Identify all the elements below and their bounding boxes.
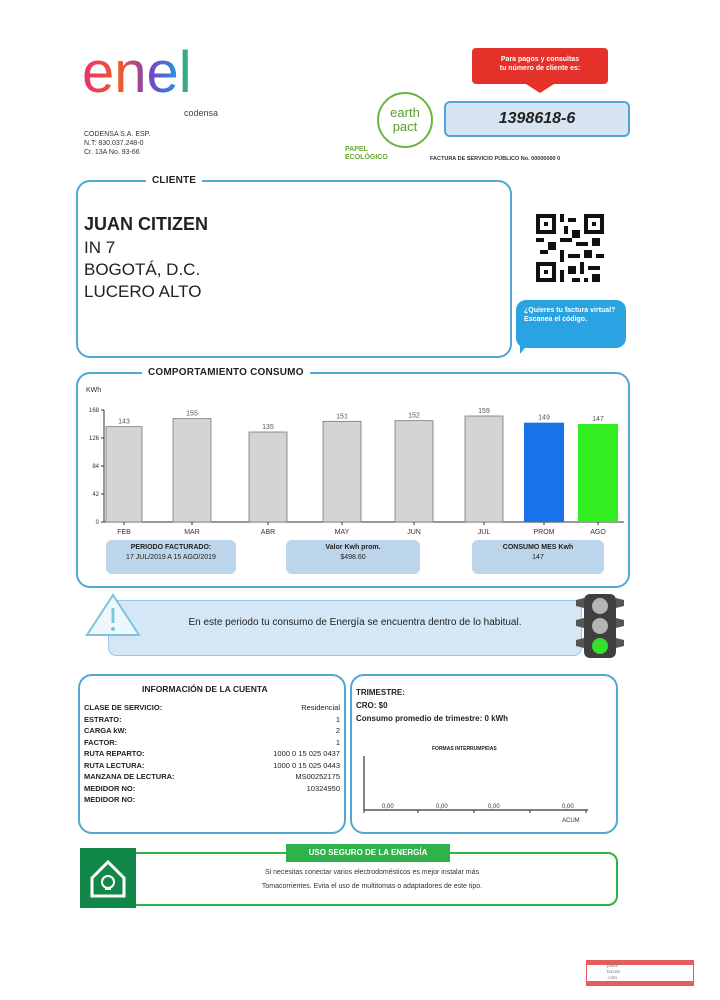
account-label-5: RUTA LECTURA: xyxy=(84,760,145,770)
safety-text: Si necesitas conectar varios electrodomésticos es mejor instalar más Tomacorrientes. Evita el uso de multitomas o adaptadores de este tipo. xyxy=(261,869,483,890)
earth-pact-logo: earth pact xyxy=(377,92,433,148)
mini-value-4: 0,00 xyxy=(562,804,574,810)
month-consumption-pill xyxy=(472,540,604,574)
bar-value-feb: 143 xyxy=(118,418,130,426)
kwh-price-value: $498.60 xyxy=(340,554,366,561)
qr-hint-text: ¿Quieres tu factura virtual? Escanea el código. xyxy=(524,307,616,323)
mini-axis-label: ACUM xyxy=(562,818,580,824)
quarter-title: TRIMESTRE: xyxy=(356,688,405,697)
warning-icon xyxy=(84,592,142,638)
x-tick-label-prom: PROM xyxy=(533,529,555,536)
bar-jun xyxy=(395,421,433,522)
watermark-text: paulo travels .com xyxy=(607,964,621,981)
x-tick-label-ago: AGO xyxy=(590,529,606,536)
y-tick-label-1: 42 xyxy=(92,492,99,498)
pay-banner-arrow xyxy=(526,84,554,93)
account-value-3: 1 xyxy=(335,737,340,747)
x-tick-label-jul: JUL xyxy=(477,529,491,536)
bar-value-jul: 159 xyxy=(478,408,490,415)
notice-text: En este periodo tu consumo de Energía se encuentra dentro de lo habitual. xyxy=(188,617,522,628)
bar-value-mar: 155 xyxy=(186,410,198,418)
client-number: 1398618-6 xyxy=(498,110,576,127)
bar-value-prom: 149 xyxy=(538,414,550,422)
qr-hint-bubble[interactable] xyxy=(516,300,626,348)
account-label-7: MEDIDOR NO: xyxy=(84,783,136,793)
bar-ago xyxy=(578,424,618,522)
account-value-5: 1000 0 15 025 0443 xyxy=(273,760,340,770)
brand-text: enel xyxy=(82,40,192,100)
client-line2: IN 7 xyxy=(84,238,116,257)
account-label-8: MEDIDOR NO: xyxy=(84,795,136,804)
company-line-2: N.T: 830.037.248-0 xyxy=(84,140,144,147)
kwh-price-pill xyxy=(286,540,420,574)
account-label-0: CLASE DE SERVICIO: xyxy=(84,703,163,712)
kwh-price-label: Valor Kwh prom. xyxy=(325,544,381,551)
client-name: JUAN CITIZEN xyxy=(84,214,209,234)
mini-value-2: 0,00 xyxy=(436,804,448,810)
month-consumption-value: 147 xyxy=(532,554,544,561)
watermark-logo xyxy=(586,960,694,986)
safety-badge: USO SEGURO DE LA ENERGÍA xyxy=(286,844,450,862)
y-tick-label-2: 84 xyxy=(92,464,99,470)
account-section-title: INFORMACIÓN DE LA CUENTA xyxy=(142,684,268,694)
account-label-4: RUTA REPARTO: xyxy=(84,749,145,758)
bar-abr xyxy=(249,432,287,522)
quarter-cro: CRO: $0 xyxy=(356,701,388,710)
mini-value-1: 0,00 xyxy=(382,804,394,810)
account-value-0: Residencial xyxy=(301,703,340,712)
enel-logo xyxy=(82,40,242,100)
x-tick-label-mar: MAR xyxy=(184,529,200,536)
quarter-avg: Consumo promedio de trimestre: 0 kWh xyxy=(356,714,509,723)
account-label-1: ESTRATO: xyxy=(84,714,122,724)
company-info xyxy=(84,130,150,157)
account-label-3: FACTOR: xyxy=(84,737,118,747)
company-line-1: CODENSA S.A. ESP. xyxy=(84,131,151,138)
account-value-7: 10324950 xyxy=(306,783,340,793)
x-tick-label-jun: JUN xyxy=(407,529,421,536)
client-section-title: CLIENTE xyxy=(146,175,202,186)
bar-prom xyxy=(524,423,564,522)
mini-chart xyxy=(356,752,596,824)
bar-value-jun: 152 xyxy=(408,412,420,420)
bar-mar xyxy=(173,419,211,522)
company-line-3: Cr. 13A No. 93-66 xyxy=(84,149,140,156)
x-tick-label-may: MAY xyxy=(334,529,350,536)
period-label: PERIODO FACTURADO: xyxy=(130,544,212,551)
client-neighborhood: LUCERO ALTO xyxy=(84,282,202,301)
y-tick-label-0: 0 xyxy=(95,520,99,526)
client-city: BOGOTÁ, D.C. xyxy=(84,260,201,279)
bar-feb xyxy=(106,427,142,522)
bar-value-ago: 147 xyxy=(592,416,604,423)
bar-value-abr: 135 xyxy=(262,424,274,431)
chart-ylabel: KWh xyxy=(86,387,102,394)
safety-icon xyxy=(80,848,136,908)
x-tick-label-abr: ABR xyxy=(260,529,276,536)
account-value-6: MS00252175 xyxy=(295,772,340,781)
month-consumption-label: CONSUMO MES Kwh xyxy=(502,544,574,551)
bar-may xyxy=(323,421,361,522)
account-value-2: 2 xyxy=(335,726,340,735)
period-pill xyxy=(106,540,236,574)
x-tick-label-feb: FEB xyxy=(117,529,131,536)
bar-value-may: 151 xyxy=(336,413,348,421)
qr-code[interactable] xyxy=(536,214,604,282)
account-value-4: 1000 0 15 025 0437 xyxy=(273,749,340,758)
mini-value-3: 0,00 xyxy=(488,804,500,810)
consumption-chart xyxy=(80,380,628,540)
account-label-2: CARGA kW: xyxy=(84,726,127,735)
period-value: 17 JUL/2019 A 15 AGO/2019 xyxy=(126,554,216,561)
account-label-6: MANZANA DE LECTURA: xyxy=(84,772,175,781)
y-tick-label-3: 126 xyxy=(88,436,99,442)
bar-jul xyxy=(465,416,503,522)
consumption-section-title: COMPORTAMIENTO CONSUMO xyxy=(142,367,310,378)
y-tick-label-4: 168 xyxy=(88,408,99,414)
invoice-note: FACTURA DE SERVICIO PÚBLICO No. 00000000 0 xyxy=(430,156,561,162)
traffic-light-icon xyxy=(576,592,624,660)
mini-chart-title: FORMAS INTERRUMPIDAS xyxy=(432,746,497,752)
brand-sub: codensa xyxy=(184,108,219,118)
client-number-box xyxy=(444,101,630,137)
pay-banner: Para pagos y consultas tu número de cliente es: xyxy=(472,48,608,84)
eco-label: PAPEL ECOLÓGICO xyxy=(345,146,388,161)
account-value-1: 1 xyxy=(335,714,340,724)
qr-hint-tail xyxy=(520,344,528,354)
